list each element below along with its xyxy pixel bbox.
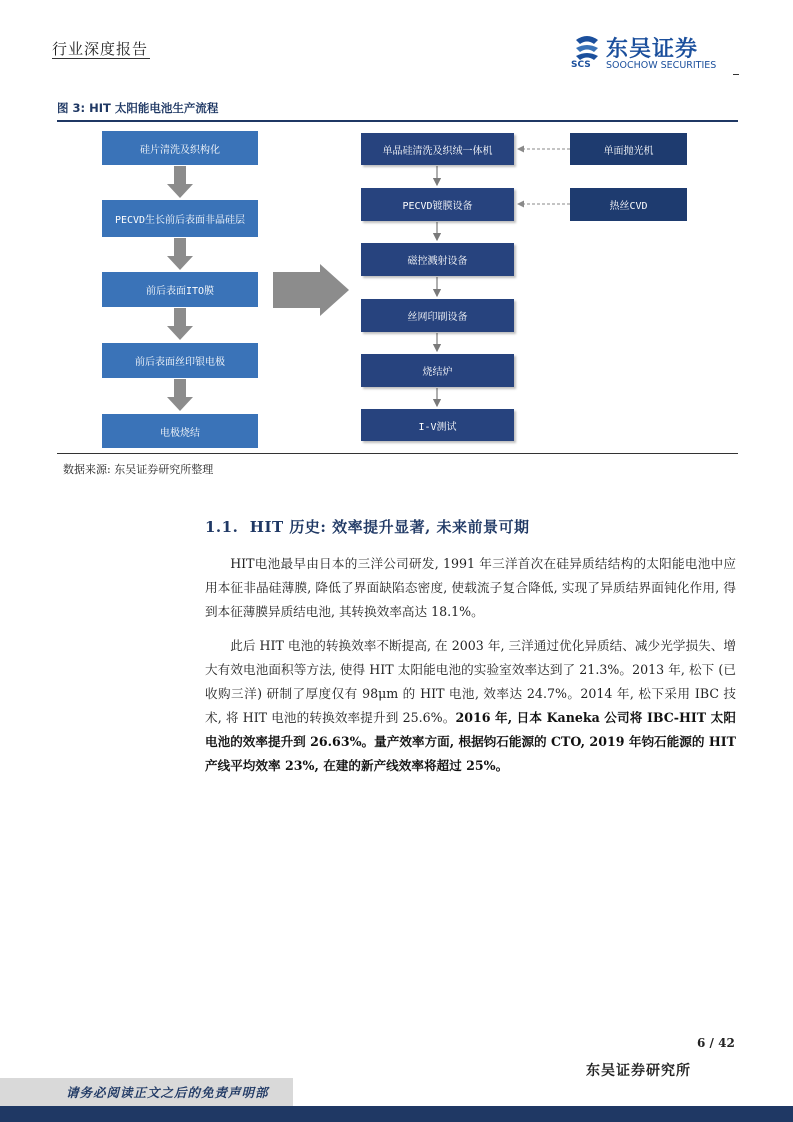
- figure-source: 数据来源: 东吴证券研究所整理: [63, 463, 214, 476]
- right-step-4: 丝网印刷设备: [361, 299, 514, 332]
- header-dash: [733, 74, 739, 75]
- section-heading: [205, 516, 530, 537]
- page-number: 6 / 42: [697, 1036, 735, 1050]
- logo-chinese-name: 东吴证券: [606, 37, 699, 62]
- footer-bar: [0, 1106, 793, 1122]
- paragraph-2-bold: 2016 年, 日本 Kaneka 公司将 IBC-HIT 太阳电池的效率提升到 26.63%。量产效率方面, 根据钧石能源的 CTO, 2019 年钧石能源的 HIT 产线平均效率 23%, 在建的新产线效率将超过 25%。: [205, 710, 736, 773]
- right-step-5: 烧结炉: [361, 354, 514, 387]
- right-step-1: 单晶硅清洗及织绒一体机: [361, 133, 514, 165]
- disclaimer-text: 请务必阅读正文之后的免责声明部: [66, 1085, 269, 1100]
- report-type: 行业深度报告: [52, 40, 149, 58]
- right-step-3: 磁控溅射设备: [361, 243, 514, 276]
- logo-abbreviation: SCS: [571, 60, 591, 70]
- big-right-arrow: [273, 264, 349, 316]
- right-step-6: I-V测试: [361, 409, 514, 441]
- section-title: HIT 历史: 效率提升显著, 未来前景可期: [249, 518, 530, 536]
- section-number: 1.1.: [205, 518, 239, 536]
- side-step-polisher: 单面抛光机: [570, 133, 687, 165]
- figure-top-rule: [57, 120, 738, 122]
- figure-bottom-rule: [57, 453, 738, 454]
- header-underline: [52, 58, 150, 59]
- paragraph-2: [205, 634, 736, 778]
- left-step-3: 前后表面ITO膜: [102, 272, 258, 307]
- footer-organization: 东吴证券研究所: [586, 1063, 691, 1079]
- logo-english-name: SOOCHOW SECURITIES: [606, 60, 717, 71]
- paragraph-2-normal: 此后 HIT 电池的转换效率不断提高, 在 2003 年, 三洋通过优化异质结、减少光学损失、增大有效电池面积等方法, 使得 HIT 太阳能电池的实验室效率达到了 21.3%。2013 年, 松下 (已收购三洋) 研制了厚度仅有 98μm 的 HIT 电池, 效率达 24.7%。2014 年, 松下采用 IBC 技术, 将 HIT 电池的转换效率提升到 25.6%。: [205, 638, 736, 725]
- paragraph-1: HIT电池最早由日本的三洋公司研发, 1991 年三洋首次在硅异质结结构的太阳能电池中应用本征非晶硅薄膜, 降低了界面缺陷态密度, 使载流子复合降低, 实现了异质结界面钝化作用, 得到本征薄膜异质结电池, 其转换效率高达 18.1%。: [205, 556, 736, 619]
- left-step-1: 硅片清洗及织构化: [102, 131, 258, 165]
- figure-title: 图 3: HIT 太阳能电池生产流程: [57, 101, 219, 115]
- left-step-2: PECVD生长前后表面非晶硅层: [102, 200, 258, 237]
- left-step-5: 电极烧结: [102, 414, 258, 448]
- side-step-hot-wire-cvd: 热丝CVD: [570, 188, 687, 221]
- left-step-4: 前后表面丝印银电极: [102, 343, 258, 378]
- right-step-2: PECVD镀膜设备: [361, 188, 514, 221]
